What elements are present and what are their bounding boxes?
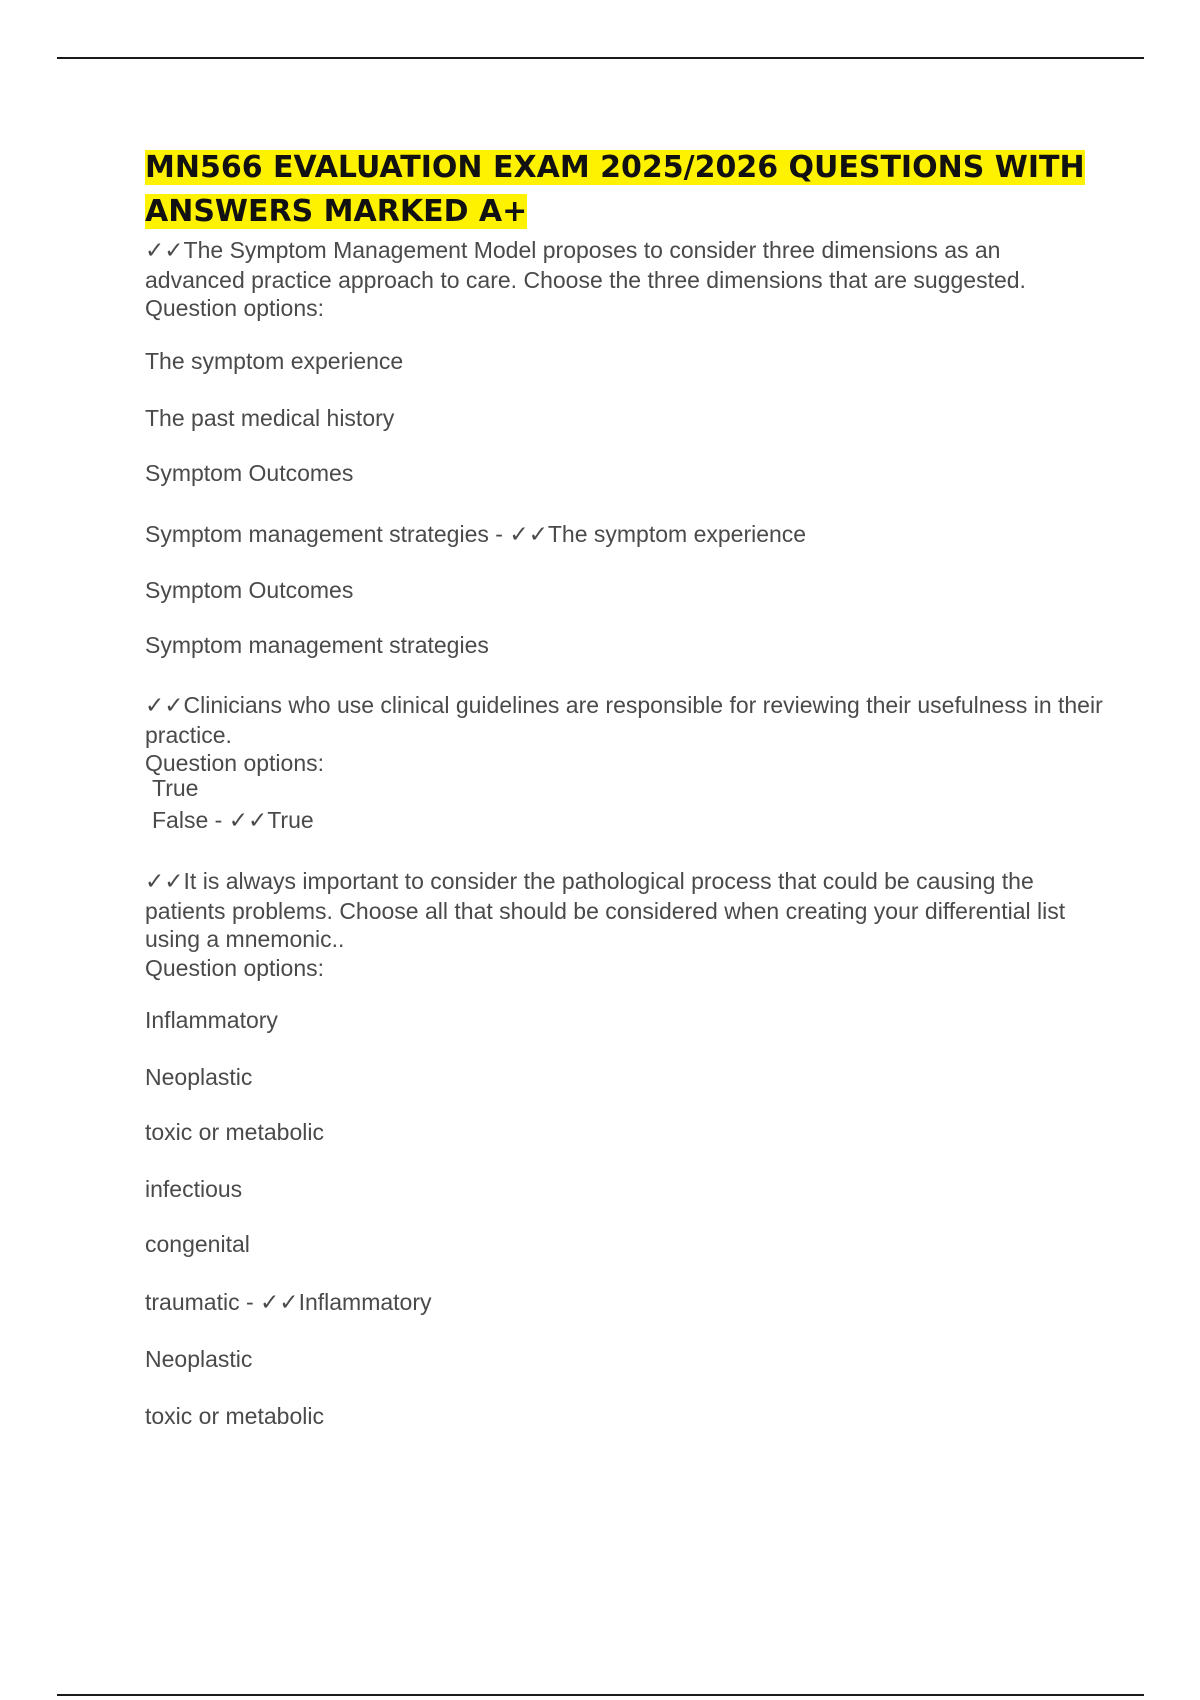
check-mark: ✓✓ xyxy=(260,1290,299,1316)
check-mark: ✓✓ xyxy=(145,869,184,895)
question-2-option-with-answer: False - ✓✓True xyxy=(152,807,314,834)
question-3-option: Neoplastic xyxy=(145,1064,253,1090)
answer: True xyxy=(267,807,314,833)
question-1-prompt: ✓✓The Symptom Management Model proposes to consider three dimensions as an advanced practice approach to care. Choose the three dimensions that are suggested. Question options: xyxy=(145,237,1026,321)
question-options-label: Question options: xyxy=(145,295,325,321)
question-2-option: True xyxy=(152,775,199,801)
question-1-answer: Symptom management strategies xyxy=(145,632,489,658)
bottom-rule xyxy=(57,1694,1144,1696)
question-3-option: Inflammatory xyxy=(145,1007,278,1033)
answer: Inflammatory xyxy=(298,1289,432,1315)
question-1-option-with-answer: Symptom management strategies - ✓✓The symptom experience xyxy=(145,521,807,548)
question-1-option: The symptom experience xyxy=(145,348,404,374)
question-1-answer: Symptom Outcomes xyxy=(145,577,354,603)
question-1-option: Symptom Outcomes xyxy=(145,460,354,486)
question-2-prompt: ✓✓Clinicians who use clinical guidelines are responsible for reviewing their usefulness in their practice. Question options: xyxy=(145,692,1110,776)
title-highlight: MN566 EVALUATION EXAM 2025/2026 QUESTIONS WITH ANSWERS MARKED A+ xyxy=(145,150,1085,229)
check-mark: ✓✓ xyxy=(145,238,184,264)
question-3-option: congenital xyxy=(145,1231,250,1257)
question-options-label: Question options: xyxy=(145,750,325,776)
check-mark: ✓✓ xyxy=(228,808,268,834)
question-1-option: The past medical history xyxy=(145,405,395,431)
answer: The symptom experience xyxy=(547,521,807,547)
question-3-option: infectious xyxy=(145,1176,243,1202)
question-3-answer: Neoplastic xyxy=(145,1346,253,1372)
question-3-answer: toxic or metabolic xyxy=(145,1403,324,1429)
question-3-option: toxic or metabolic xyxy=(145,1119,324,1145)
check-mark: ✓✓ xyxy=(145,693,184,719)
check-mark: ✓✓ xyxy=(509,522,548,548)
question-3-option-with-answer: traumatic - ✓✓Inflammatory xyxy=(145,1289,432,1316)
top-rule xyxy=(57,57,1144,59)
question-3-prompt: ✓✓It is always important to consider the pathological process that could be causing the patients problems. Choose all that should be considered when creating your differential list using a mnemonic.. Question options: xyxy=(145,868,1072,981)
question-options-label: Question options: xyxy=(145,954,325,981)
document-title xyxy=(145,146,1085,234)
